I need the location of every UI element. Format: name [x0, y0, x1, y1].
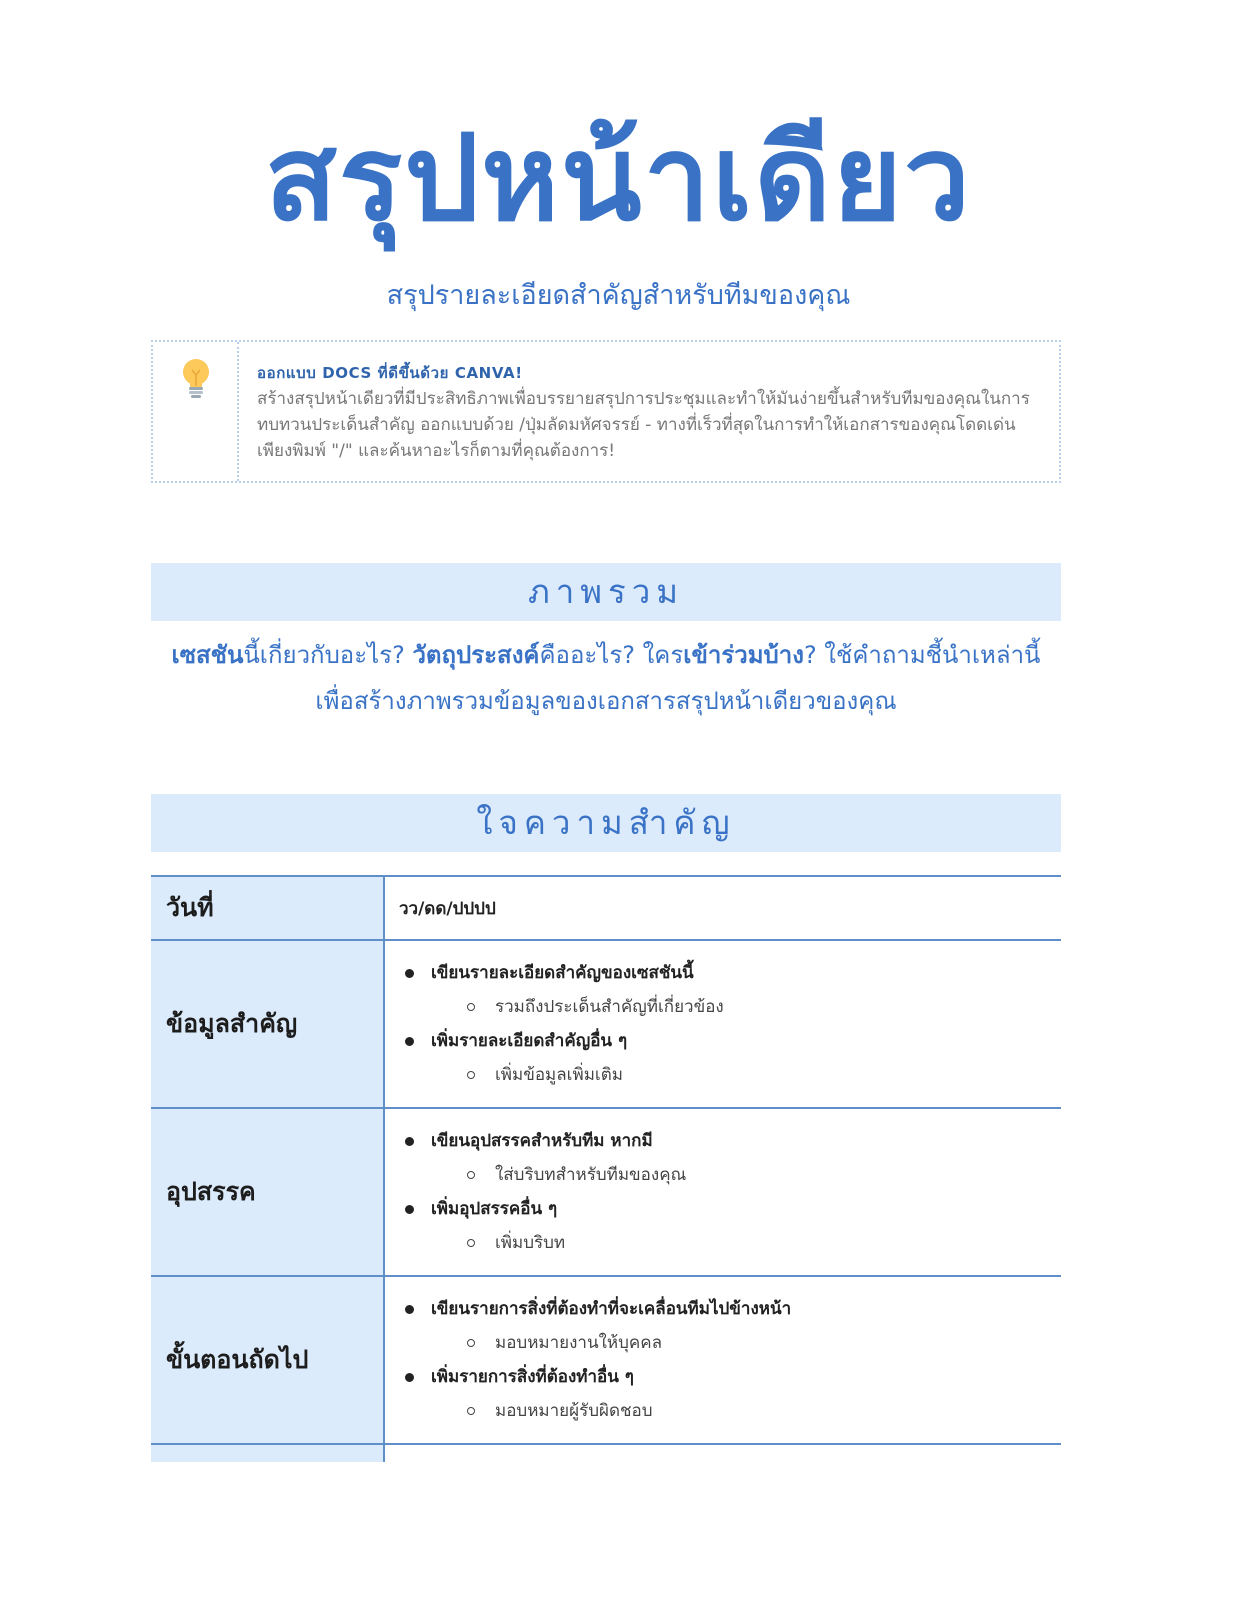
table-row-clipped — [151, 1444, 1061, 1462]
row-label-next-steps: ขั้นตอนถัดไป — [151, 1276, 384, 1444]
sub-list-item: รวมถึงประเด็นสำคัญที่เกี่ยวข้อง — [431, 990, 1061, 1024]
tip-callout — [151, 340, 1061, 483]
overview-paragraph — [151, 632, 1061, 724]
page-title: สรุปหน้าเดียว — [264, 109, 973, 247]
table-row — [151, 940, 1061, 1108]
row-label-clipped — [151, 1444, 384, 1462]
obstacles-cell[interactable] — [384, 1108, 1061, 1276]
list-item: เขียนอุปสรรคสำหรับทีม หากมี ใส่บริบทสำหรับทีมของคุณ — [399, 1124, 1061, 1192]
table-row — [151, 1276, 1061, 1444]
tip-heading: ออกแบบ DOCS ที่ดีขึ้นด้วย CANVA! — [257, 364, 523, 382]
key-info-cell[interactable] — [384, 940, 1061, 1108]
list-item: เขียนรายละเอียดสำคัญของเซสชันนี้ รวมถึงประเด็นสำคัญที่เกี่ยวข้อง — [399, 956, 1061, 1024]
date-value[interactable]: วว/ดด/ปปปป — [384, 876, 1061, 940]
overview-heading: ภาพรวม — [151, 563, 1061, 621]
row-label-obstacles: อุปสรรค — [151, 1108, 384, 1276]
list-item: เขียนรายการสิ่งที่ต้องทำที่จะเคลื่อนทีมไปข้างหน้า มอบหมายงานให้บุคคล — [399, 1292, 1061, 1360]
sub-list-item: มอบหมายผู้รับผิดชอบ — [431, 1394, 1061, 1428]
table-row — [151, 876, 1061, 940]
key-points-table — [151, 875, 1061, 1462]
tip-body: สร้างสรุปหน้าเดียวที่มีประสิทธิภาพเพื่อบรรยายสรุปการประชุมและทำให้มันง่ายขึ้นสำหรับทีมของคุณในการทบทวนประเด็นสำคัญ ออกแบบด้วย /ปุ่มลัดมหัศจรรย์ - ทางที่เร็วที่สุดในการทำให้เอกสารของคุณโดดเด่น เพียงพิมพ์ "/" และค้นหาอะไรก็ตามที่คุณต้องการ! — [257, 389, 1030, 461]
sub-list-item: ใส่บริบทสำหรับทีมของคุณ — [431, 1158, 1061, 1192]
row-label-key-info: ข้อมูลสำคัญ — [151, 940, 384, 1108]
sub-list-item: มอบหมายงานให้บุคคล — [431, 1326, 1061, 1360]
row-label-date: วันที่ — [151, 876, 384, 940]
overview-text: ? ใช้คำถามชี้นำเหล่านี้ เพื่อสร้างภาพรวมข้อมูลของเอกสารสรุปหน้าเดียวของคุณ — [315, 641, 1041, 715]
list-item: เพิ่มรายละเอียดสำคัญอื่น ๆ เพิ่มข้อมูลเพิ่มเติม — [399, 1024, 1061, 1092]
lightbulb-icon — [181, 358, 211, 402]
page-subtitle: สรุปรายละเอียดสำคัญสำหรับทีมของคุณ — [386, 280, 851, 311]
overview-text: นี้เกี่ยวกับอะไร? — [243, 641, 413, 669]
overview-bold-session: เซสชัน — [171, 641, 244, 669]
sub-list-item: เพิ่มข้อมูลเพิ่มเติม — [431, 1058, 1061, 1092]
key-points-heading: ใจความสำคัญ — [151, 794, 1061, 852]
next-steps-cell[interactable] — [384, 1276, 1061, 1444]
overview-text: คืออะไร? ใคร — [539, 641, 684, 669]
clipped-cell — [384, 1444, 1061, 1462]
list-item: เพิ่มรายการสิ่งที่ต้องทำอื่น ๆ มอบหมายผู้รับผิดชอบ — [399, 1360, 1061, 1428]
list-item: เพิ่มอุปสรรคอื่น ๆ เพิ่มบริบท — [399, 1192, 1061, 1260]
table-row — [151, 1108, 1061, 1276]
tip-icon-cell — [153, 342, 239, 481]
overview-bold-attendees: เข้าร่วมบ้าง — [683, 641, 804, 669]
overview-bold-objective: วัตถุประสงค์ — [412, 641, 540, 669]
sub-list-item: เพิ่มบริบท — [431, 1226, 1061, 1260]
